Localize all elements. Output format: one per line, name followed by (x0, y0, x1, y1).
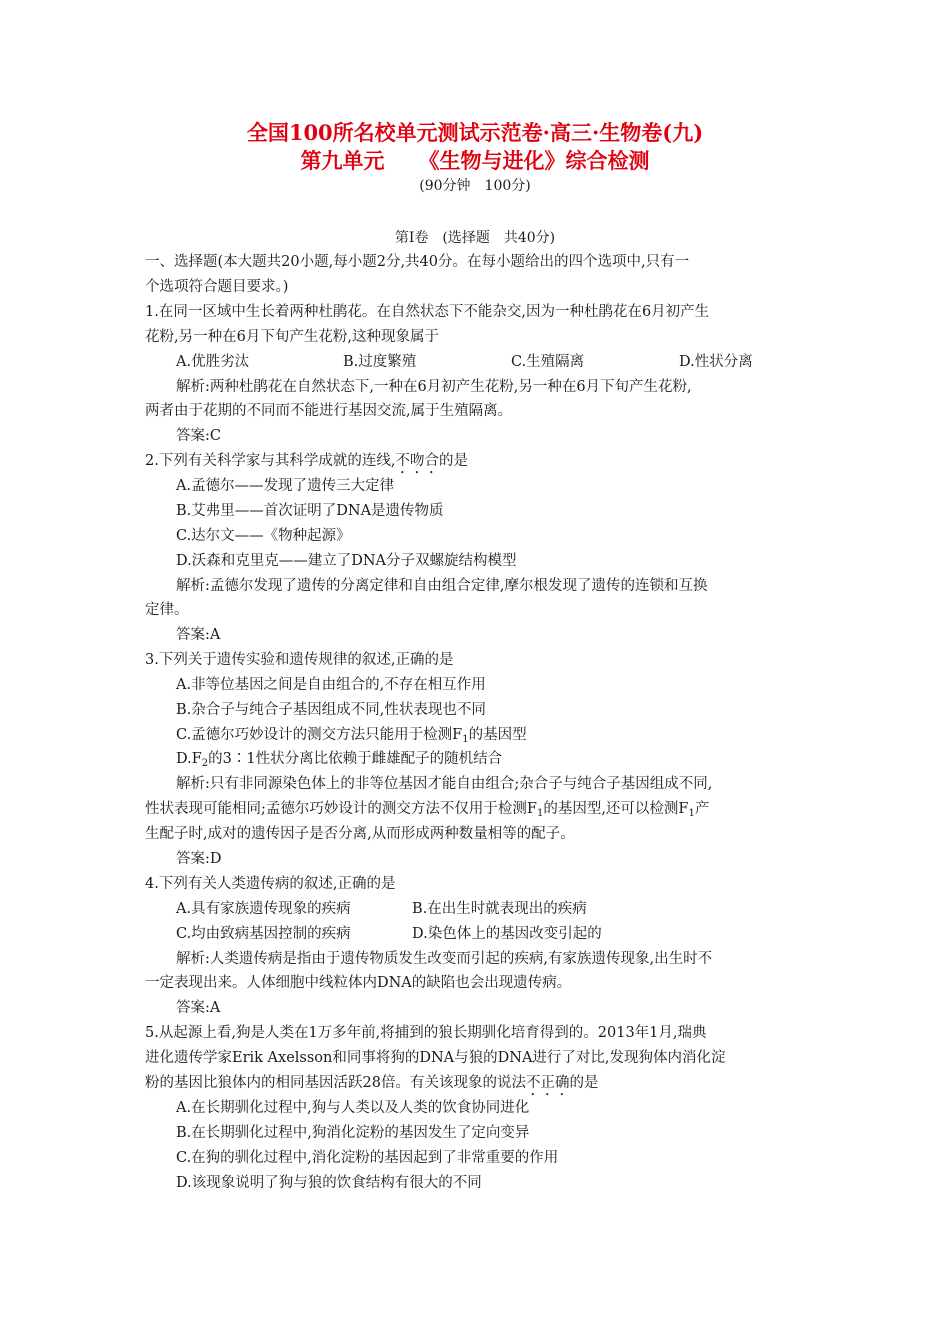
q3-explanation: 解析:只有非同源染色体上的非等位基因才能自由组合;杂合子与纯合子基因组成不同, (176, 776, 713, 792)
q2-stem-text: 2.下列有关科学家与其科学成就的连线, (145, 453, 396, 469)
q1-explanation: 解析:两种杜鹃花在自然状态下,一种在6月初产生花粉,另一种在6月下旬产生花粉, (176, 379, 692, 395)
q3-option-d (176, 749, 502, 771)
q3-explanation-cont-2: 生配子时,成对的遗传因子是否分离,从而形成两种数量相等的配子。 (145, 826, 575, 842)
q4-option-a: A.具有家族遗传现象的疾病 (176, 901, 351, 917)
exam-title: 全国100所名校单元测试示范卷·高三·生物卷(九) (246, 120, 704, 145)
q2-explanation: 解析:孟德尔发现了遗传的分离定律和自由组合定律,摩尔根发现了遗传的连锁和互换 (176, 578, 708, 594)
q3-explanation-cont (145, 799, 709, 821)
unit-title (0, 147, 950, 175)
q3-stem: 3.下列关于遗传实验和遗传规律的叙述,正确的是 (145, 652, 454, 668)
q3-option-d-text: D.F (176, 751, 202, 767)
q4-explanation: 解析:人类遗传病是指由于遗传物质发生改变而引起的疾病,有家族遗传现象,出生时不 (176, 951, 713, 967)
section-instructions: 一、选择题(本大题共20小题,每小题2分,共40分。在每小题给出的四个选项中,只有一 (145, 254, 690, 270)
unit-number: 第九单元 (300, 148, 385, 173)
q5-stem-text: 粉的基因比狼体内的相同基因活跃28倍。有关该现象的说法 (145, 1075, 526, 1091)
q2-stem (145, 451, 468, 477)
q3-option-d-subscript: 2 (201, 758, 209, 769)
q3-option-d-end: 的3∶1性状分离比依赖于雌雄配子的随机结合 (208, 751, 503, 767)
q1-option-a: A.优胜劣汰 (176, 354, 250, 370)
q3-option-b: B.杂合子与纯合子基因组成不同,性状表现也不同 (176, 702, 486, 718)
q3-exp-subscript-1: 1 (536, 808, 544, 819)
q5-option-d: D.该现象说明了狗与狼的饮食结构有很大的不同 (176, 1175, 482, 1191)
q3-exp-text: 性状表现可能相同;孟德尔巧妙设计的测交方法不仅用于检测F (145, 801, 537, 817)
part-title: 第Ⅰ卷 (选择题 共40分) (394, 230, 556, 246)
q5-option-b: B.在长期驯化过程中,狗消化淀粉的基因发生了定向变异 (176, 1125, 530, 1141)
q4-option-d: D.染色体上的基因改变引起的 (412, 926, 602, 942)
q3-exp-text-mid: 的基因型,还可以检测F (543, 801, 689, 817)
q4-option-b: B.在出生时就表现出的疾病 (412, 901, 587, 917)
q2-option-c: C.达尔文——《物种起源》 (176, 528, 351, 544)
q2-option-a: A.孟德尔——发现了遗传三大定律 (176, 478, 395, 494)
q4-stem: 4.下列有关人类遗传病的叙述,正确的是 (145, 876, 396, 892)
q5-option-a: A.在长期驯化过程中,狗与人类以及人类的饮食协同进化 (176, 1100, 530, 1116)
q3-exp-text-end: 产 (694, 801, 710, 817)
q5-stem-end: 的是 (569, 1075, 599, 1091)
q1-option-c: C.生殖隔离 (511, 354, 585, 370)
unit-name: 《生物与进化》综合检测 (418, 148, 650, 173)
q1-option-b: B.过度繁殖 (343, 354, 417, 370)
q2-option-b: B.艾弗里——首次证明了DNA是遗传物质 (176, 503, 444, 519)
q1-option-d: D.性状分离 (679, 354, 753, 370)
q5-emphasis: 不正确 (525, 1075, 570, 1091)
q3-option-c-subscript: 1 (462, 734, 469, 745)
q4-option-c: C.均由致病基因控制的疾病 (176, 926, 351, 942)
q3-answer: 答案:D (176, 851, 222, 867)
q3-option-a: A.非等位基因之间是自由组合的,不存在相互作用 (176, 677, 486, 693)
q5-option-c: C.在狗的驯化过程中,消化淀粉的基因起到了非常重要的作用 (176, 1150, 559, 1166)
q5-stem-cont-2 (145, 1073, 598, 1099)
q2-emphasis: 不吻合 (395, 453, 439, 469)
q3-option-c-end: 的基因型 (468, 727, 527, 743)
q3-option-c (176, 725, 527, 747)
q1-explanation-cont: 两者由于花期的不同而不能进行基因交流,属于生殖隔离。 (145, 403, 513, 419)
q5-stem-cont: 进化遗传学家Erik Axelsson和同事将狗的DNA与狼的DNA进行了对比,发现狗体内消化淀 (145, 1050, 726, 1066)
q3-exp-subscript-2: 1 (688, 808, 695, 819)
q1-stem: 1.在同一区域中生长着两种杜鹃花。在自然状态下不能杂交,因为一种杜鹃花在6月初产生 (145, 304, 710, 320)
q3-option-c-text: C.孟德尔巧妙设计的测交方法只能用于检测F (176, 727, 463, 743)
q1-answer: 答案:C (176, 428, 221, 444)
q1-stem-cont: 花粉,另一种在6月下旬产生花粉,这种现象属于 (145, 329, 439, 345)
q4-explanation-cont: 一定表现出来。人体细胞中线粒体内DNA的缺陷也会出现遗传病。 (145, 975, 572, 991)
q2-explanation-cont: 定律。 (145, 602, 189, 618)
q2-answer: 答案:A (176, 627, 221, 643)
q2-stem-end: 的是 (438, 453, 468, 469)
exam-time: (90分钟 100分) (419, 178, 531, 194)
section-instructions-cont: 个选项符合题目要求。) (145, 279, 289, 295)
q4-answer: 答案:A (176, 1000, 221, 1016)
q2-option-d: D.沃森和克里克——建立了DNA分子双螺旋结构模型 (176, 553, 517, 569)
q5-stem: 5.从起源上看,狗是人类在1万多年前,将捕到的狼长期驯化培育得到的。2013年1月,瑞典 (145, 1025, 707, 1041)
